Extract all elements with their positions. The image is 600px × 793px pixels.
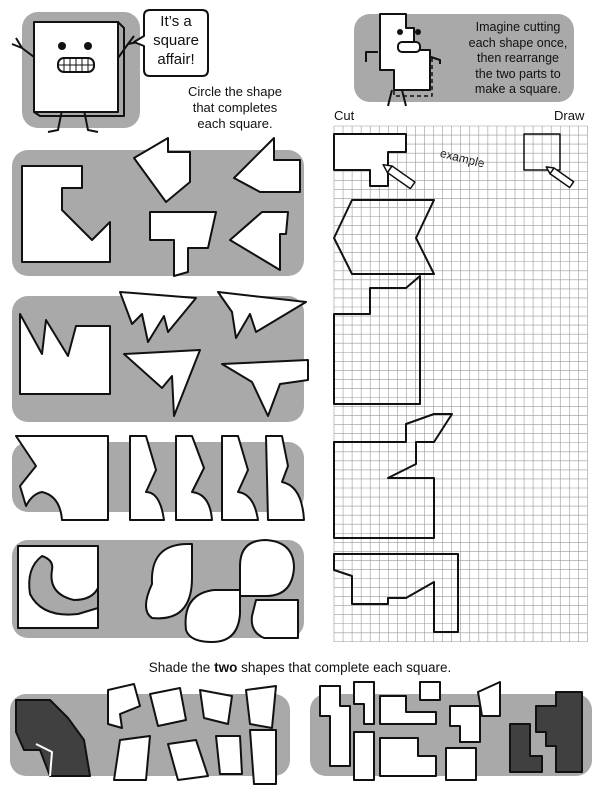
target-shape <box>16 436 108 520</box>
option-shape <box>124 350 200 416</box>
bottom-right-shapes <box>310 676 600 790</box>
cut-shape-4 <box>334 554 458 632</box>
speech-line-1: It’s a <box>160 13 192 30</box>
instruction-imagine-cutting <box>460 20 576 98</box>
cut-character-illustration <box>352 0 462 116</box>
puzzle-row-2-shapes <box>12 284 312 434</box>
example-label: example <box>438 146 487 171</box>
cut-shape-2 <box>334 276 420 404</box>
dark-square-shape <box>16 700 90 776</box>
instruction-circle-shape <box>170 84 300 132</box>
option-shape <box>240 540 294 596</box>
cut-shape-3 <box>334 414 452 538</box>
option-shape <box>176 436 212 520</box>
instruction-line-3: each square. <box>197 116 273 131</box>
puzzle-row-1-shapes <box>12 130 312 280</box>
cut-shape-1 <box>334 200 434 274</box>
drawing-grid[interactable] <box>332 124 588 642</box>
instruction-right-line-2: each shape once, <box>468 35 568 50</box>
instruction-line-2: that completes <box>192 100 278 115</box>
target-shape <box>20 314 110 394</box>
instruction-right-line-5: make a square. <box>474 82 562 96</box>
square-character-illustration <box>0 0 150 140</box>
target-shape <box>18 546 98 628</box>
option-shape <box>230 212 288 270</box>
option-shape <box>222 360 308 416</box>
option-shape <box>130 436 164 520</box>
option-shape <box>146 544 192 618</box>
instruction-line-1: Circle the shape <box>188 84 282 99</box>
instruction-right-line-4: the two parts to <box>475 66 561 81</box>
target-shape <box>22 166 110 262</box>
bottom-instruction-bold: two <box>214 660 238 675</box>
instruction-right-line-1: Imagine cutting <box>475 20 561 34</box>
option-shape <box>222 436 258 520</box>
puzzle-row-3-shapes <box>12 426 312 526</box>
option-shape <box>252 600 298 638</box>
bottom-left-shapes <box>10 680 300 790</box>
bottom-instruction-suffix: shapes that complete each square. <box>237 660 452 675</box>
speech-text <box>146 12 206 69</box>
option-shape <box>234 138 300 192</box>
option-shape <box>120 292 196 342</box>
speech-line-2: square <box>153 32 199 49</box>
speech-line-3: affair! <box>157 51 195 68</box>
option-shape <box>134 138 190 202</box>
bottom-instruction-prefix: Shade the <box>148 660 215 675</box>
option-shape <box>218 292 306 338</box>
option-shape <box>150 212 216 276</box>
cut-label: Cut <box>334 108 355 123</box>
puzzle-row-4-shapes <box>12 534 312 644</box>
grid-lines <box>334 126 587 642</box>
bottom-instruction <box>0 660 600 675</box>
option-shape <box>186 590 240 642</box>
option-shape <box>266 436 304 520</box>
instruction-right-line-3: then rearrange <box>476 51 559 65</box>
draw-label: Draw <box>554 108 585 123</box>
